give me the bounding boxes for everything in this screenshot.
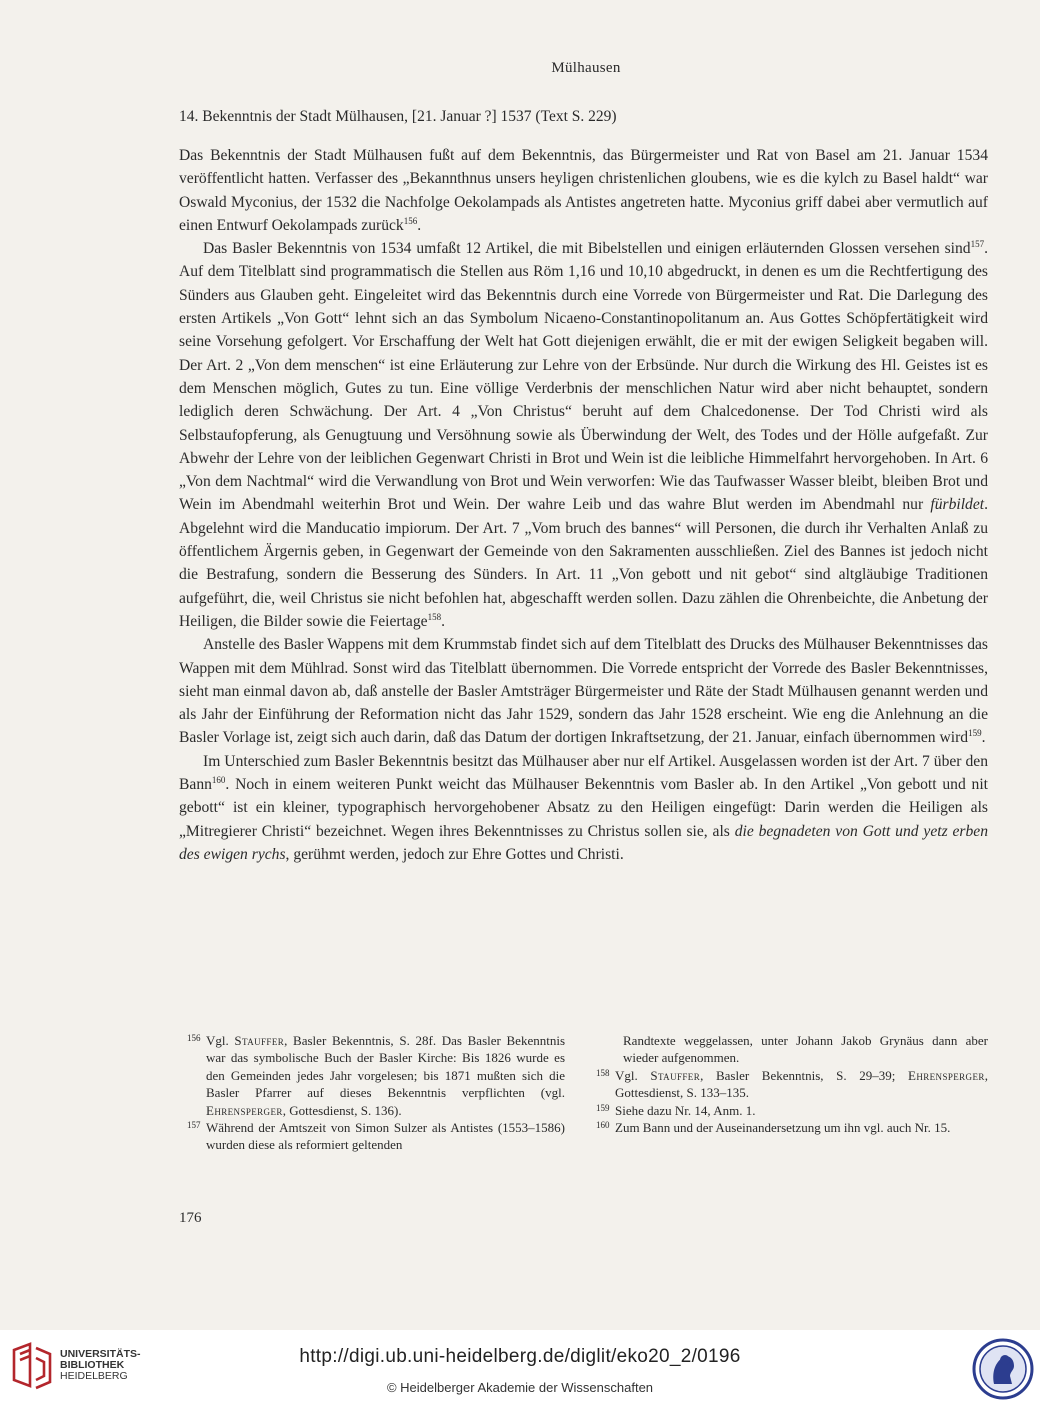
author-name: Stauffer	[650, 1067, 701, 1083]
footnote-ref: 156	[403, 215, 418, 226]
footnote: 158 Vgl. Stauffer, Basler Bekenntnis, S. 29–39; Ehrensperger, Gottesdienst, S. 133–135.	[596, 1067, 989, 1101]
section-title: 14. Bekenntnis der Stadt Mülhausen, [21. Januar ?] 1537 (Text S. 229)	[179, 108, 617, 125]
italic-text: fürbildet	[930, 496, 985, 514]
author-name: Ehrensperger	[908, 1067, 985, 1083]
footnote-number: 157	[187, 1120, 201, 1131]
footnote-number: 158	[596, 1067, 610, 1078]
paragraph: Das Basler Bekenntnis von 1534 umfaßt 12 Artikel, die mit Bibelstellen und einigen erläuternden Glossen versehen sind$^{157}$. Auf dem Titelblatt sind programmatisch die Stellen aus Röm 1,16 und 10,10 abgedruckt, in denen es um die Rechtfertigung des Sünders aus Glauben geht. Eingeleitet wird das Bekenntnis durch eine Vorrede von Bürgermeister und Rat. Die Darlegung des ersten Artikels „Von Gott“ lehnt sich an das Symbolum Nicaeno-Constantinopolitanum an. Aus Gottes Schöpfertätigkeit wird seine Vorsehung gefolgert. Vor Erschaffung der Welt hat Gott diejenigen erwählt, die er mit der ewigen Seligkeit begaben will. Der Art. 2 „Von dem menschen“ ist eine Erläuterung zur Lehre von der Erbsünde. Nur durch die Wirkung des Hl. Geistes ist es dem Menschen möglich, Gutes zu tun. Eine völlige Verderbnis der menschlichen Natur wird aber nicht behauptet, sondern lediglich deren Schwächung. Der Art. 4 „Von Christus“ beruht auf dem Chalcedonense. Der Tod Christi wird als Selbstaufopferung, als Genugtuung und Versöhnung sowie als Überwindung der Welt, des Todes und der Hölle aufgefaßt. Zur Abwehr der Lehre von der leiblichen Gegenwart Christi in Brot und Wein ist die leibliche Himmelfahrt hervorgehoben. In Art. 6 „Von dem Nachtmal“ wird die Verwandlung von Brot und Wein verworfen: Wie das Taufwasser Wasser bleibt, bleiben Brot und Wein im Abendmahl weiterhin Brot und Wein. Der wahre Leib und das wahre Blut werden im Abendmahl nur fürbildet. Abgelehnt wird die Manducatio impiorum. Der Art. 7 „Vom bruch des bannes“ will Personen, die durch ihr Verhalten Anlaß zu öffentlichem Ärgernis geben, in Gegenwart der Gemeinde von den Sakramenten ausschließen. Ziel des Bannes ist jedoch nicht die Bestrafung, sondern die Besserung des Sünders. In Art. 11 „Von gebott und nit gebot“ sind altgläubige Traditionen aufgeführt, die, weil Christus sie nicht befohlen hat, abgeschafft werden sollen. Dazu zählen die Ohrenbeichte, die Anbetung der Heiligen, die Bilder sowie die Feiertage$^{158}$.	[179, 239, 988, 630]
paragraph: Im Unterschied zum Basler Bekenntnis besitzt das Mülhauser aber nur elf Artikel. Ausgelassen worden ist der Art. 7 über den Bann$^{160}$. Noch in einem weiteren Punkt weicht das Mülhauser Bekenntnis vom Basler ab. In den Artikel „Von gebott und nit gebott“ ist ein kleiner, typographisch hervorgehobener Absatz zu den Heiligen eingefügt: Darin werden die Heiligen als „Mitregierer Christi“ bezeichnet. Wegen ihres Bekenntnisses zu Christus sollen sie, als die begnadeten von Gott und yetz erben des ewigen rychs, gerühmt werden, jedoch zur Ehre Gottes und Christi.	[179, 752, 988, 863]
footnote: 157 Während der Amtszeit von Simon Sulzer als Antistes (1553–1586) wurden diese als reformiert geltenden	[187, 1120, 565, 1153]
footnote-ref: 159	[968, 728, 982, 739]
viewer-footer	[0, 1330, 1040, 1408]
footnotes-right-column	[596, 1032, 988, 1136]
copyright-notice: © Heidelberger Akademie der Wissenschaften	[386, 1380, 654, 1395]
footnote-number: 160	[596, 1120, 610, 1131]
paragraph: Anstelle des Basler Wappens mit dem Krummstab findet sich auf dem Titelblatt des Drucks des Mülhauser Bekenntnisses das Wappen mit dem Mühlrad. Sonst wird das Titelblatt übernommen. Die Vorrede entspricht der Vorrede des Basler Bekenntnisses, sieht man einmal davon ab, daß anstelle der Basler Amtsträger Bürgermeister und Räte der Stadt Mülhausen genannt werden und als Jahr der Einführung der Reformation nicht das Jahr 1529, sondern das Jahr 1528 erscheint. Wie eng die Anlehnung an die Basler Vorlage ist, zeigt sich auch darin, daß das Datum der dortigen Inkraftsetzung, der 21. Januar, einfach übernommen wird$^{159}$.	[179, 636, 988, 747]
academy-seal-icon[interactable]	[972, 1338, 1034, 1400]
footnote: 160 Zum Bann und der Auseinandersetzung um ihn vgl. auch Nr. 15.	[596, 1120, 951, 1136]
footnote: Randtexte weggelassen, unter Johann Jakob Grynäus dann aber wieder aufgenommen.	[623, 1033, 988, 1066]
italic-text: die begnadeten von Gott und yetz erben des ewigen rychs	[179, 822, 988, 863]
footnote-number: 159	[596, 1102, 610, 1113]
author-name: Ehrensperger	[206, 1102, 283, 1118]
footnote-ref: 158	[427, 611, 442, 622]
permalink-url[interactable]: http://digi.ub.uni-heidelberg.de/diglit/eko20_2/0196	[299, 1346, 741, 1367]
footnote-ref: 160	[211, 775, 226, 786]
running-head: Mülhausen	[551, 60, 621, 76]
footnote: 159 Siehe dazu Nr. 14, Anm. 1.	[596, 1102, 756, 1118]
library-name: UNIVERSITÄTS- BIBLIOTHEK HEIDELBERG	[60, 1348, 141, 1382]
page-number: 176	[179, 1210, 202, 1226]
footnote-number: 156	[187, 1033, 201, 1043]
author-name: Stauffer	[234, 1033, 285, 1048]
paragraph: Das Bekenntnis der Stadt Mülhausen fußt auf dem Bekenntnis, das Bürgermeister und Rat von Basel am 21. Januar 1534 veröffentlicht hatten. Verfasser des „Bekannthnus unsers heyligen christenlichen gloubens, wie es die kylch zu Basel haldt“ war Oswald Myconius, der 1532 die Nachfolge Oekolampads als Antistes angetreten hatte. Myconius griff dabei aber vermutlich auf einen Entwurf Oekolampads zurück$^{156}$.	[179, 147, 988, 234]
body-text	[179, 144, 988, 866]
footnotes-left-column	[187, 1032, 565, 1154]
footnote: 156 Vgl. Stauffer, Basler Bekenntnis, S. 28f. Das Basler Bekenntnis war das symbolische Buch der Basler Kirche: Bis 1826 wurde es den Gemeinden jedes Jahr vorgelesen; bis 1871 mußten sich die Basler Pfarrer auf dieses Bekenntnis verpflichten (vgl. Ehrensperger, Gottesdienst, S. 136).	[187, 1033, 566, 1118]
footnote-ref: 157	[970, 239, 985, 250]
